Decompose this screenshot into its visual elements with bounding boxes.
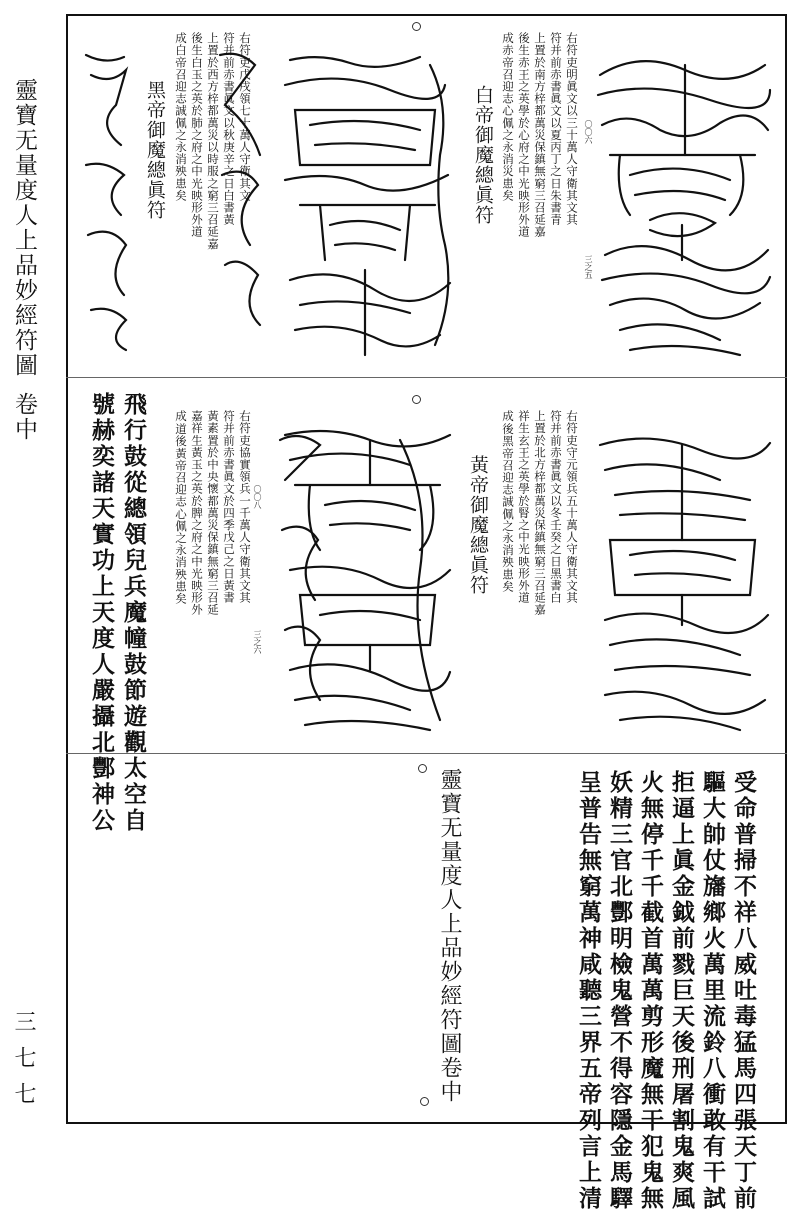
incantation-column: 號赫奕諸天實功上天度人嚴攝北酆神公 — [88, 392, 115, 834]
incantation-column: 拒逼上眞金鉞前戮巨天後刑屠割鬼爽風 — [668, 770, 695, 1212]
text-column: 符并前赤書眞文以夏丙丁之日朱書青 — [549, 32, 563, 226]
text-column: 右符吏戊戌領七十萬人守衛其文 — [238, 32, 252, 202]
incantation-column: 飛行鼓從總領兒兵魔幢鼓節遊觀太空自 — [120, 392, 147, 834]
text-column: 嘉祥生黃玉之英於脾之府之中光映形外 — [190, 410, 204, 616]
talisman-black-emperor — [270, 45, 460, 365]
talisman-title: 黑帝御魔總眞符 — [144, 80, 166, 220]
text-column: 成白帝召迎志誠佩之永消殃患矣 — [174, 32, 188, 202]
item-number: 〇〇八 — [253, 485, 262, 509]
panel-divider-bottom — [66, 753, 787, 754]
binding-hole — [420, 1097, 429, 1106]
text-column: 成赤帝召迎志心佩之永消災患矣 — [501, 32, 515, 202]
text-column: 祥生玄王之英學於腎之中光映形外道 — [517, 410, 531, 604]
incantation-column: 驅大帥仗旛鄉火萬里流鈴八衝敢有干試 — [699, 770, 726, 1212]
text-column: 道後黃帝召迎志心佩之永消殃患矣 — [174, 423, 188, 605]
talisman-yellow-emperor — [590, 425, 775, 745]
text-column: 右符吏明眞文以三十萬人守衛其文其 — [565, 32, 579, 226]
binding-hole — [418, 764, 427, 773]
talisman-side-script — [270, 420, 330, 720]
text-column: 符并前赤書眞文於四季戊己之日黃書 — [222, 410, 236, 604]
incantation-column: 妖精三官北酆明檢鬼營不得容隱金馬驛 — [606, 770, 633, 1212]
incantation-column: 呈普告無窮萬神咸聽三界五帝列言上清 — [575, 770, 602, 1212]
margin-book-title: 靈寶无量度人上品妙經符圖卷中 — [11, 78, 37, 442]
text-column: 後生赤王之英學於心府之中光映形外道 — [517, 32, 531, 238]
text-column: 上置於北方梓都萬災保鎮無窮三召延嘉 — [533, 410, 547, 616]
text-column: 成 — [501, 410, 515, 423]
text-column: 成 — [174, 410, 188, 423]
text-column: 右符吏守元領兵五十萬人守衛其文其 — [565, 410, 579, 604]
margin-page-number: 三七七 — [11, 1010, 36, 1118]
incantation-column: 火無停千千截首萬萬剪形魔無干犯鬼無 — [637, 770, 664, 1212]
text-column: 後黑帝召迎志誠佩之永消殃患矣 — [501, 423, 515, 593]
text-column: 黃素置於中央懷都萬災保鎮無窮三召延 — [206, 410, 220, 616]
binding-hole — [412, 22, 421, 31]
text-column: 上置於南方梓都萬災保鎮無窮三召延嘉 — [533, 32, 547, 238]
binding-hole — [412, 395, 421, 404]
incantation-column: 受命普掃不祥八威吐毒猛馬四張天丁前 — [730, 770, 757, 1212]
talisman-title: 黃帝御魔總眞符 — [467, 455, 489, 595]
text-column: 符并前赤書眞文以秋庚辛之日白書黃 — [222, 32, 236, 226]
volume-end-title: 靈寶无量度人上品妙經符圖卷中 — [437, 768, 462, 1104]
text-column: 符并前赤書眞文以冬壬癸之日黑書白 — [549, 410, 563, 604]
talisman-white-emperor — [590, 45, 775, 365]
page-marker: 三之六 — [253, 630, 262, 654]
text-column: 後生白玉之英於肺之府之中光映形外道 — [190, 32, 204, 238]
page-marker: 三之五 — [584, 255, 593, 279]
text-column: 上置於西方梓都萬災以時服之窮三召延嘉 — [206, 32, 220, 250]
talisman-title: 白帝御魔總眞符 — [472, 85, 494, 225]
panel-divider-top — [66, 377, 787, 378]
text-column: 右符吏協實領兵一千萬人守衛其文其 — [238, 410, 252, 604]
margin-volume: 卷中 — [11, 392, 37, 442]
item-number: 〇〇六 — [584, 120, 593, 144]
talisman-left-script — [76, 45, 136, 355]
